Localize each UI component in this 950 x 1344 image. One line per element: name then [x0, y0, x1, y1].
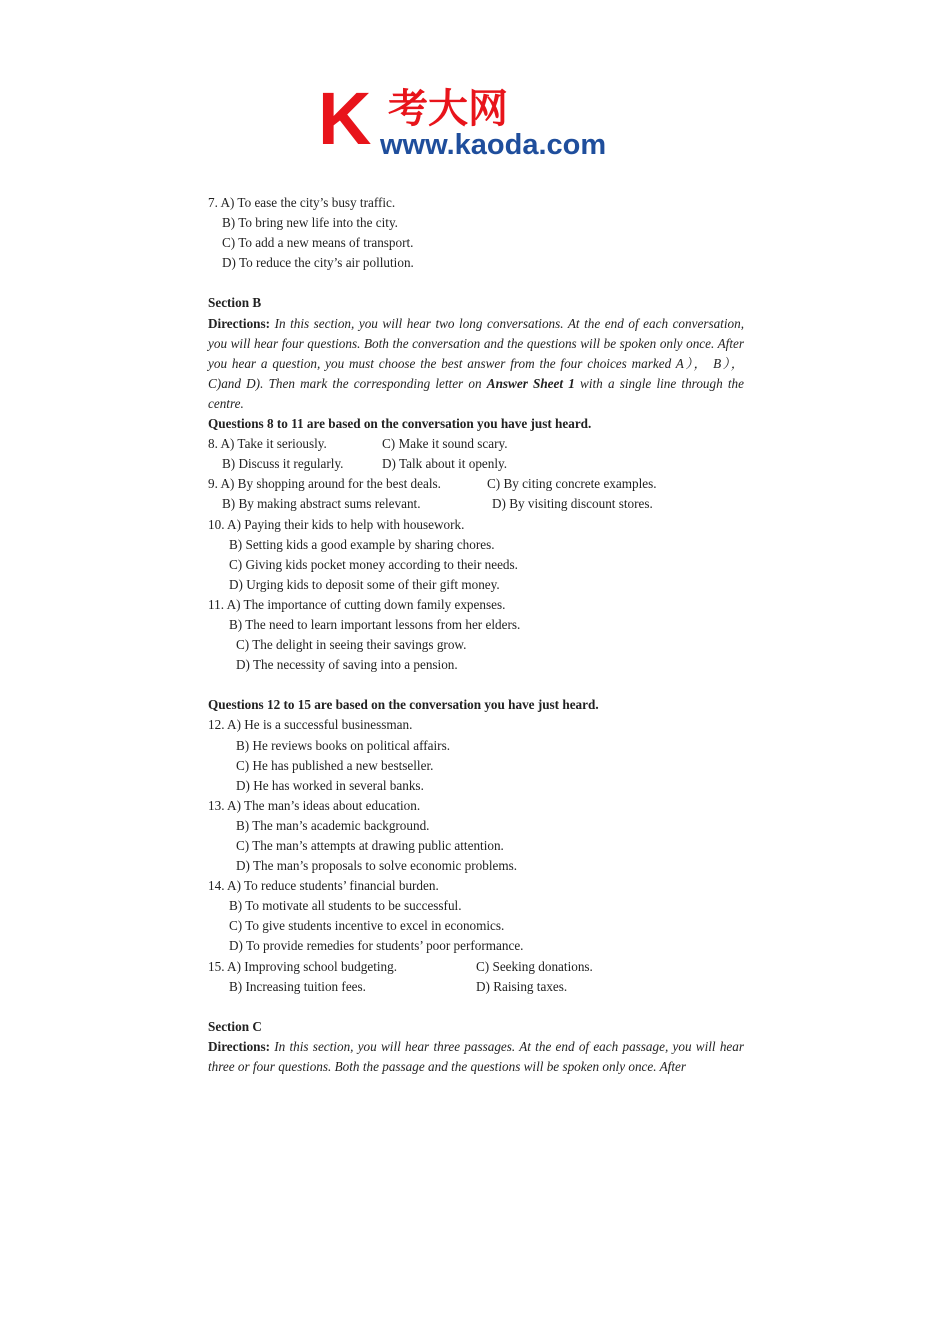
- q7-option-a: 7. A) To ease the city’s busy traffic.: [208, 195, 396, 210]
- spacer: [208, 997, 744, 1017]
- q10-option-d: D) Urging kids to deposit some of their gift money.: [229, 576, 500, 592]
- logo-url: www.kaoda.com: [380, 129, 607, 160]
- kaoda-logo: [318, 80, 638, 160]
- q9-option-b: B) By making abstract sums relevant.: [222, 496, 421, 512]
- q9-option-a: 9. A) By shopping around for the best deals.: [208, 476, 441, 492]
- directions-tail: with a single line through the centre.: [208, 375, 744, 411]
- answer-sheet-ref: Answer Sheet 1: [486, 375, 575, 391]
- section-b-directions: [208, 314, 744, 414]
- kaoda-logo-graphic: [318, 80, 638, 160]
- q9-row-1: [208, 474, 744, 494]
- q8-row-2: [208, 454, 744, 474]
- spacer: [208, 273, 744, 293]
- q11-option-d: D) The necessity of saving into a pension.: [236, 657, 458, 673]
- q15-option-b: B) Increasing tuition fees.: [229, 978, 366, 994]
- q12-option-a: 12. A) He is a successful businessman.: [208, 717, 413, 733]
- section-c-directions: [208, 1037, 744, 1077]
- q14-option-b: B) To motivate all students to be successful.: [229, 898, 462, 914]
- directions-label: Directions:: [208, 315, 271, 331]
- q7-option-c: C) To add a new means of transport.: [222, 235, 414, 251]
- questions-12-15-title: Questions 12 to 15 are based on the conversation you have just heard.: [208, 697, 599, 713]
- section-c-heading: Section C: [208, 1018, 262, 1034]
- q7-option-d: D) To reduce the city’s air pollution.: [222, 255, 414, 271]
- section-b-heading: Section B: [208, 295, 262, 311]
- q12-option-c: C) He has published a new bestseller.: [236, 757, 434, 773]
- q8-option-c: C) Make it sound scary.: [382, 436, 508, 452]
- directions-label: Directions:: [208, 1038, 271, 1054]
- questions-8-11-title: Questions 8 to 11 are based on the conversation you have just heard.: [208, 416, 592, 432]
- q11-option-c: C) The delight in seeing their savings grow.: [236, 637, 467, 653]
- spacer: [208, 675, 744, 695]
- q13-option-b: B) The man’s academic background.: [236, 817, 430, 833]
- directions-text: In this section, you will hear three passages. At the end of each passage, you will hear three or four questions. Both the passage and the questions will be spoken only once. After: [208, 1038, 744, 1075]
- q10-option-b: B) Setting kids a good example by sharing chores.: [229, 536, 495, 552]
- document-body: [208, 193, 744, 1077]
- q11-option-b: B) The need to learn important lessons from her elders.: [229, 616, 521, 632]
- q15-option-c: C) Seeking donations.: [476, 958, 593, 974]
- q8-row-1: [208, 434, 744, 454]
- q10-option-c: C) Giving kids pocket money according to their needs.: [229, 556, 518, 572]
- q13-option-c: C) The man’s attempts at drawing public attention.: [236, 838, 504, 853]
- q12-option-d: D) He has worked in several banks.: [236, 777, 424, 793]
- q15-option-d: D) Raising taxes.: [476, 978, 568, 994]
- q9-option-d: D) By visiting discount stores.: [492, 496, 653, 512]
- q13-option-d: D) The man’s proposals to solve economic problems.: [236, 858, 518, 874]
- q11-option-a: 11. A) The importance of cutting down family expenses.: [208, 596, 506, 612]
- q10-option-a: 10. A) Paying their kids to help with housework.: [208, 516, 465, 532]
- q15-option-a: 15. A) Improving school budgeting.: [208, 958, 398, 974]
- q7-option-b: B) To bring new life into the city.: [222, 215, 398, 231]
- q13-option-a: 13. A) The man’s ideas about education.: [208, 797, 421, 813]
- logo-k-letter: K: [318, 80, 372, 160]
- q15-row-1: [208, 957, 744, 977]
- q12-option-b: B) He reviews books on political affairs.: [236, 737, 451, 753]
- q14-option-c: C) To give students incentive to excel in economics.: [229, 918, 505, 934]
- q8-option-b: B) Discuss it regularly.: [222, 456, 344, 472]
- q9-row-2: [208, 494, 744, 514]
- q14-option-d: D) To provide remedies for students’ poor performance.: [229, 938, 524, 954]
- q14-option-a: 14. A) To reduce students’ financial burden.: [208, 878, 439, 894]
- q15-row-2: [208, 977, 744, 997]
- q8-option-a: 8. A) Take it seriously.: [208, 436, 327, 452]
- q8-option-d: D) Talk about it openly.: [382, 456, 508, 472]
- logo-chinese-name: 考大网: [388, 86, 508, 132]
- q9-option-c: C) By citing concrete examples.: [487, 476, 657, 492]
- directions-text: In this section, you will hear two long conversations. At the end of each conversation, you will hear four questions. Both the conversation and the questions will be spoken only once. After you hear a question, you must choose the best answer from the four choices marked A）， B），C)and D). Then mark the corresponding letter on: [208, 315, 744, 391]
